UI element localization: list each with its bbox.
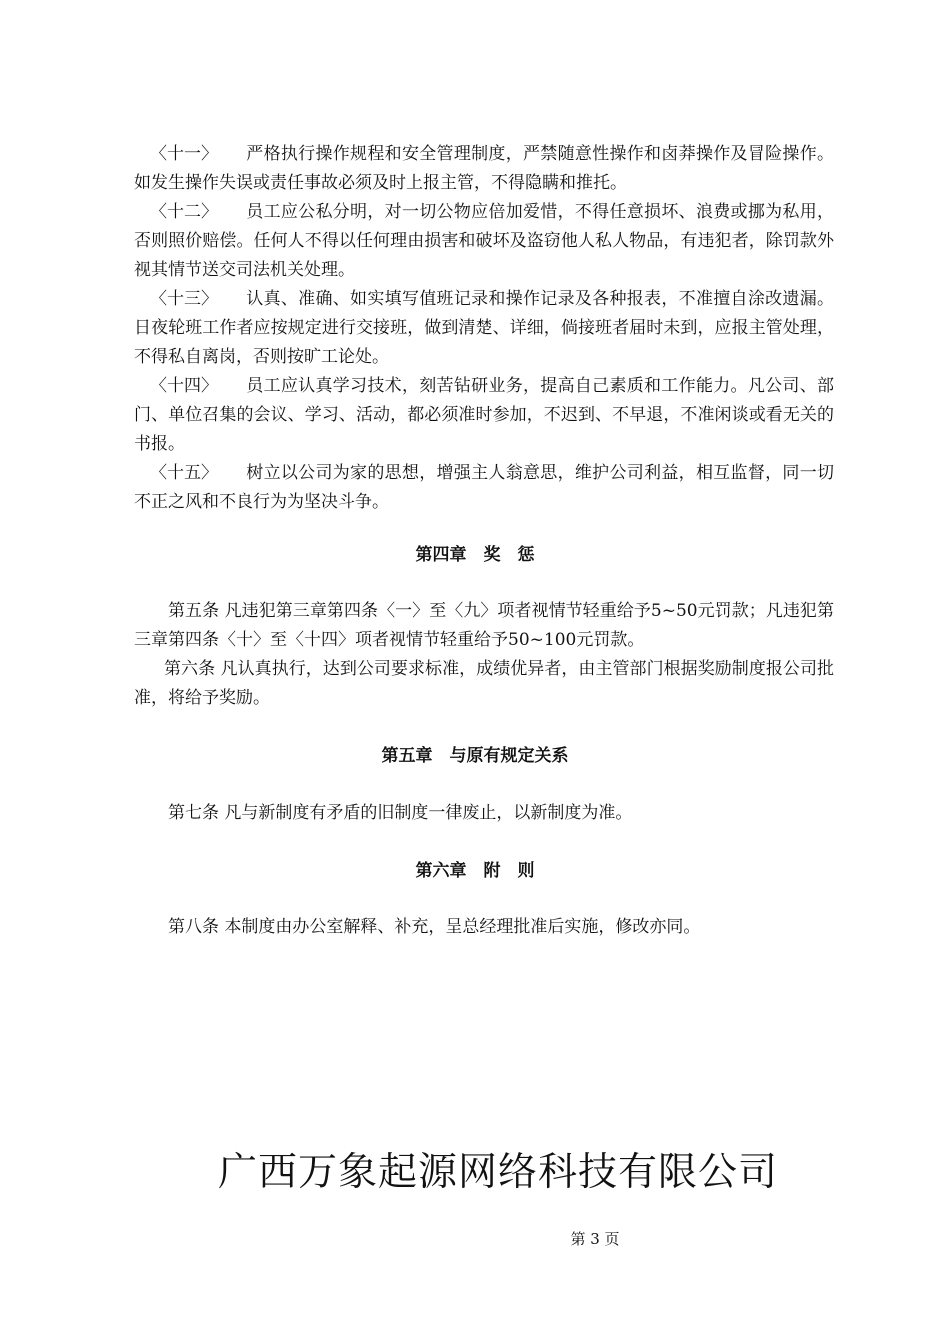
item-number: 〈十五〉 [150,463,218,483]
item-text: 员工应认真学习技术，刻苦钻研业务，提高自己素质和工作能力。凡公司、部门、单位召集的会议、学习、活动，都必须准时参加，不迟到、不早退，不准闲谈或看无关的书报。 [134,376,834,454]
list-item [134,285,834,372]
list-item [134,198,834,285]
chapter-5-body [134,799,834,828]
item-number: 〈十三〉 [150,289,218,309]
chapter-6-body [134,913,834,942]
article-8: 第八条 本制度由办公室解释、补充，呈总经理批准后实施，修改亦同。 [168,917,701,937]
article-5: 第五条 凡违犯第三章第四条〈一〉至〈九〉项者视情节轻重给予5~50元罚款；凡违犯第三章第四条〈十〉至〈十四〉项者视情节轻重给予50~100元罚款。 [134,601,834,650]
chapter-6-heading: 第六章 附 则 [415,861,535,881]
item-text: 员工应公私分明，对一切公物应倍加爱惜，不得任意损坏、浪费或挪为私用，否则照价赔偿。任何人不得以任何理由损害和破坏及盗窃他人私人物品，有违犯者，除罚款外视其情节送交司法机关处理。 [134,202,834,280]
item-list [134,140,834,517]
article-6: 第六条 凡认真执行，达到公司要求标准，成绩优异者，由主管部门根据奖励制度报公司批准，将给予奖励。 [134,659,834,708]
page-number: 第 3 页 [570,1230,620,1248]
item-number: 〈十二〉 [150,202,218,222]
item-text: 认真、准确、如实填写值班记录和操作记录及各种报表，不准擅自涂改遗漏。日夜轮班工作者应按规定进行交接班，做到清楚、详细，倘接班者届时未到，应报主管处理，不得私自离岗，否则按旷工论处。 [134,289,834,367]
item-number: 〈十四〉 [150,376,218,396]
chapter-5-heading: 第五章 与原有规定关系 [381,746,569,766]
chapter-4-heading: 第四章 奖 惩 [415,545,535,565]
item-text: 树立以公司为家的思想，增强主人翁意思，维护公司利益，相互监督，同一切不正之风和不良行为为坚决斗争。 [134,463,834,512]
list-item [134,140,834,198]
item-text: 严格执行操作规程和安全管理制度，严禁随意性操作和卤莽操作及冒险操作。如发生操作失误或责任事故必须及时上报主管，不得隐瞒和推托。 [134,144,834,193]
item-number: 〈十一〉 [150,144,218,164]
chapter-4-body [134,597,834,713]
article-7: 第七条 凡与新制度有矛盾的旧制度一律废止，以新制度为准。 [168,803,633,823]
list-item [134,459,834,517]
list-item [134,372,834,459]
company-name: 广西万象起源网络科技有限公司 [217,1150,778,1195]
